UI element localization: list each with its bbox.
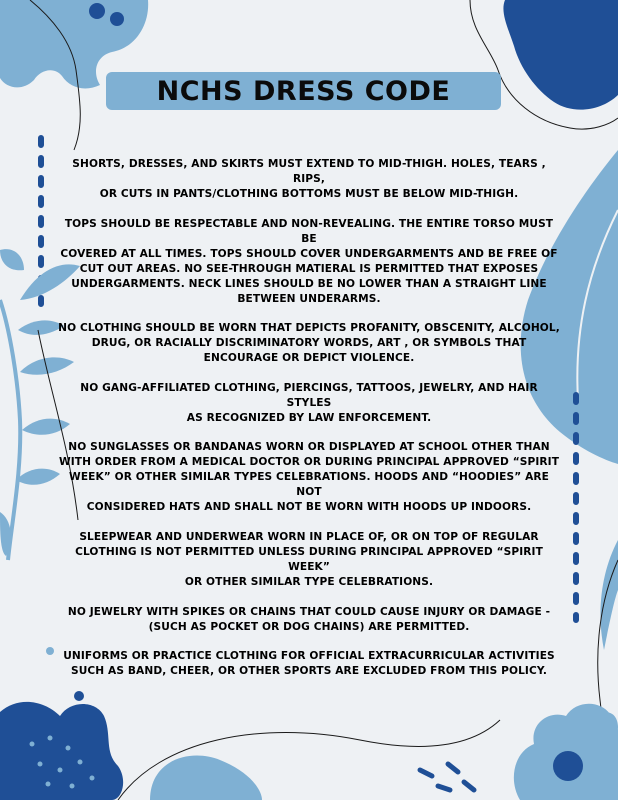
rule-item: SHORTS, DRESSES, AND SKIRTS MUST EXTEND TO MID-THIGH. HOLES, TEARS , RIPS, OR CUTS IN PANTS/CLOTHING BOTTOMS MUST BE BELOW MID-THIGH. xyxy=(72,158,546,200)
left-small-dot xyxy=(46,647,54,655)
bottom-dashes xyxy=(420,764,474,790)
dress-code-rules xyxy=(58,157,560,694)
rule-item: NO CLOTHING SHOULD BE WORN THAT DEPICTS PROFANITY, OBSCENITY, ALCOHOL, DRUG, OR RACIALLY DISCRIMINATORY WORDS, ART , OR SYMBOLS THAT ENCOURAGE OR DEPICT VIOLENCE. xyxy=(58,322,560,365)
bottom-left-flower xyxy=(0,702,123,800)
rule-item: NO JEWELRY WITH SPIKES OR CHAINS THAT COULD CAUSE INJURY OR DAMAGE - (SUCH AS POCKET OR DOG CHAINS) ARE PERMITTED. xyxy=(67,605,551,633)
page-title: NCHS DRESS CODE xyxy=(156,75,451,107)
rule-item: SLEEPWEAR AND UNDERWEAR WORN IN PLACE OF, OR ON TOP OF REGULAR CLOTHING IS NOT PERMITTED UNLESS DURING PRINCIPAL APPROVED “SPIRIT WEEK” OR OTHER SIMILAR TYPE CELEBRATIONS. xyxy=(75,530,543,588)
rule-item: UNIFORMS OR PRACTICE CLOTHING FOR OFFICIAL EXTRACURRICULAR ACTIVITIES SUCH AS BAND, CHEER, OR OTHER SPORTS ARE EXCLUDED FROM THIS POLICY. xyxy=(63,650,555,678)
bottom-light-blob xyxy=(150,756,262,800)
rule-item: NO SUNGLASSES OR BANDANAS WORN OR DISPLAYED AT SCHOOL OTHER THAN WITH ORDER FROM A MEDICAL DOCTOR OR DURING PRINCIPAL APPROVED “SPIRIT WEEK” OR OTHER SIMILAR TYPES CELEBRATIONS. HOODS AND “HOODIES” ARE NOT CONSIDERED HATS AND SHALL NOT BE WORN WITH HOODS UP INDOORS. xyxy=(58,441,560,514)
top-left-dot-large xyxy=(89,3,105,19)
rule-item: NO GANG-AFFILIATED CLOTHING, PIERCINGS, TATTOOS, JEWELRY, AND HAIR STYLES AS RECOGNIZED BY LAW ENFORCEMENT. xyxy=(80,381,538,424)
bottom-right-flower xyxy=(514,704,618,800)
title-banner xyxy=(106,72,501,110)
top-left-dot-small xyxy=(110,12,124,26)
rule-item: TOPS SHOULD BE RESPECTABLE AND NON-REVEALING. THE ENTIRE TORSO MUST BE COVERED AT ALL TIMES. TOPS SHOULD COVER UNDERGARMENTS AND BE FREE OF CUT OUT AREAS. NO SEE-THROUGH MATIERAL IS PERMITTED THAT EXPOSES UNDERGARMENTS. NECK LINES SHOULD BE NO LOWER THAN A STRAIGHT LINE BETWEEN UNDERARMS. xyxy=(60,217,558,305)
top-right-blob xyxy=(503,0,618,110)
right-plant xyxy=(586,540,618,732)
